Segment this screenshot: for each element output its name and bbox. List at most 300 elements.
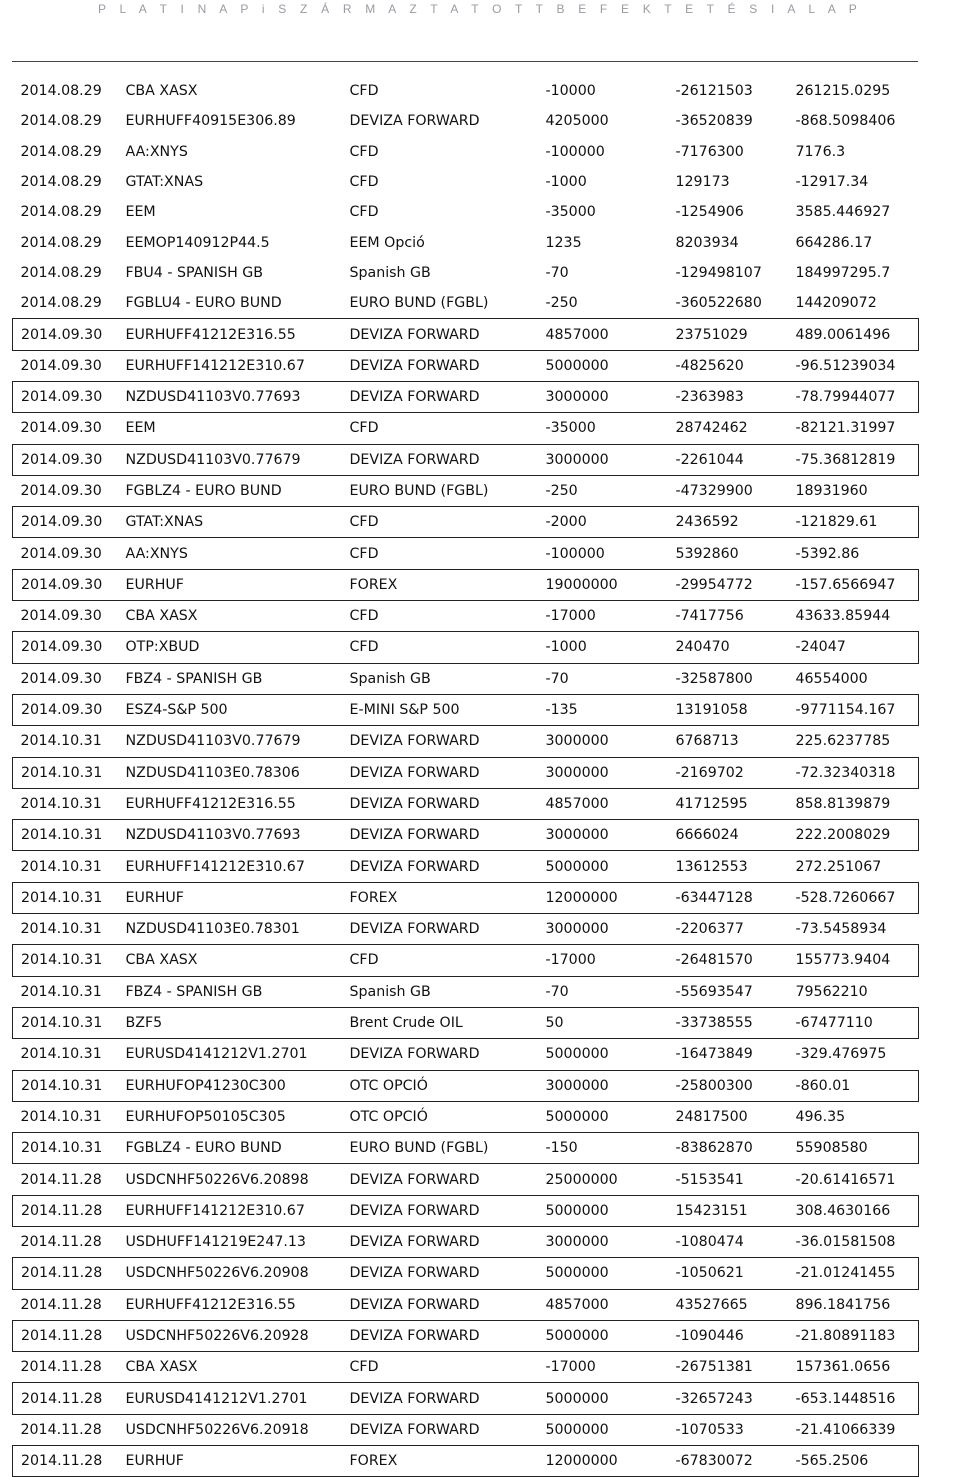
quantity-cell: 25000000 [545, 1171, 618, 1188]
instrument-cell: OTP:XBUD [118, 632, 342, 663]
price-cell: -157.6566947 [788, 569, 919, 600]
date-cell: 2014.08.29 [20, 113, 102, 130]
date-cell: 2014.11.28 [20, 1421, 102, 1438]
quantity-cell: 3000000 [538, 444, 668, 475]
table-row [13, 413, 919, 444]
instrument-cell: FBZ4 - SPANISH GB [125, 670, 263, 687]
table-row [13, 757, 919, 788]
price-cell: 261215.0295 [795, 83, 891, 100]
value-cell: -32587800 [675, 670, 753, 687]
quantity-cell: -70 [545, 264, 569, 281]
instrument-cell: EURHUFF41212E316.55 [125, 1296, 296, 1313]
type-cell: CFD [349, 420, 379, 437]
date-cell: 2014.10.31 [20, 983, 102, 1000]
type-cell: CFD [342, 632, 538, 663]
table-row [13, 569, 919, 600]
price-cell: 3585.446927 [795, 204, 891, 221]
price-cell: -9771154.167 [788, 694, 919, 725]
value-cell: -7417756 [675, 608, 744, 625]
value-cell: -32657243 [668, 1383, 788, 1414]
value-cell: 13612553 [675, 858, 748, 875]
value-cell: -67830072 [668, 1446, 788, 1477]
quantity-cell: -70 [545, 983, 569, 1000]
instrument-cell: EURHUFF141212E310.67 [125, 858, 305, 875]
table-row [13, 507, 919, 538]
type-cell: DEVIZA FORWARD [342, 1383, 538, 1414]
table-row [13, 106, 919, 136]
date-cell: 2014.09.30 [20, 545, 102, 562]
table-row [13, 1070, 919, 1101]
quantity-cell: 3000000 [538, 757, 668, 788]
type-cell: DEVIZA FORWARD [349, 1234, 480, 1251]
table-row [13, 258, 919, 288]
price-cell: 272.251067 [795, 858, 882, 875]
table-row [13, 1446, 919, 1477]
type-cell: FOREX [342, 882, 538, 913]
type-cell: DEVIZA FORWARD [342, 319, 538, 350]
table-row [13, 76, 919, 106]
date-cell: 2014.09.30 [13, 632, 118, 663]
instrument-cell: NZDUSD41103V0.77679 [125, 733, 301, 750]
price-cell: -36.01581508 [795, 1234, 896, 1251]
quantity-cell: 4857000 [545, 795, 609, 812]
value-cell: -1090446 [668, 1320, 788, 1351]
instrument-cell: EURHUFF41212E316.55 [125, 795, 296, 812]
table-row [13, 914, 919, 945]
instrument-cell: AA:XNYS [125, 143, 188, 160]
type-cell: CFD [342, 945, 538, 976]
type-cell: DEVIZA FORWARD [349, 1046, 480, 1063]
table-row [13, 851, 919, 882]
instrument-cell: USDHUFF141219E247.13 [125, 1234, 306, 1251]
price-cell: 664286.17 [795, 234, 873, 251]
price-cell: -868.5098406 [795, 113, 896, 130]
value-cell: 13191058 [668, 694, 788, 725]
table-row [13, 1133, 919, 1164]
price-cell: -12917.34 [795, 174, 869, 191]
instrument-cell: EURHUF [118, 882, 342, 913]
quantity-cell: 5000000 [538, 1258, 668, 1289]
date-cell: 2014.09.30 [20, 608, 102, 625]
value-cell: 240470 [668, 632, 788, 663]
date-cell: 2014.10.31 [13, 1007, 118, 1038]
type-cell: DEVIZA FORWARD [349, 1421, 480, 1438]
date-cell: 2014.11.28 [13, 1195, 118, 1226]
price-cell: -565.2506 [788, 1446, 919, 1477]
value-cell: -36520839 [675, 113, 753, 130]
transactions-table [12, 76, 919, 1477]
date-cell: 2014.10.31 [13, 820, 118, 851]
date-cell: 2014.11.28 [13, 1446, 118, 1477]
value-cell: 129173 [675, 174, 730, 191]
instrument-cell: EEM [125, 420, 156, 437]
table-row [13, 1289, 919, 1320]
date-cell: 2014.09.30 [13, 381, 118, 412]
date-cell: 2014.09.30 [20, 483, 102, 499]
value-cell: -129498107 [675, 264, 762, 281]
quantity-cell: 5000000 [538, 1195, 668, 1226]
price-cell: 496.35 [795, 1108, 846, 1125]
value-cell: 6666024 [668, 820, 788, 851]
price-cell: 858.8139879 [795, 795, 891, 812]
value-cell: 6768713 [675, 733, 739, 750]
value-cell: -1070533 [675, 1421, 744, 1438]
value-cell: -83862870 [668, 1133, 788, 1164]
quantity-cell: 4857000 [538, 319, 668, 350]
type-cell: DEVIZA FORWARD [342, 820, 538, 851]
type-cell: DEVIZA FORWARD [349, 357, 480, 374]
quantity-cell: 3000000 [538, 820, 668, 851]
price-cell: 43633.85944 [795, 608, 891, 625]
type-cell: CFD [349, 143, 379, 160]
quantity-cell: -250 [545, 483, 578, 499]
table-row [13, 319, 919, 350]
type-cell: Spanish GB [349, 670, 431, 687]
date-cell: 2014.09.30 [20, 670, 102, 687]
table-row [13, 1007, 919, 1038]
quantity-cell: -135 [538, 694, 668, 725]
table-row [13, 601, 919, 632]
instrument-cell: USDCNHF50226V6.20908 [118, 1258, 342, 1289]
value-cell: -63447128 [668, 882, 788, 913]
date-cell: 2014.11.28 [20, 1296, 102, 1313]
instrument-cell: EURHUFOP50105C305 [125, 1108, 286, 1125]
price-cell: 155773.9404 [788, 945, 919, 976]
type-cell: CFD [349, 545, 379, 562]
price-cell: 222.2008029 [788, 820, 919, 851]
value-cell: -16473849 [675, 1046, 753, 1063]
instrument-cell: EURHUFF141212E310.67 [118, 1195, 342, 1226]
table-row [13, 1226, 919, 1257]
price-cell: 46554000 [795, 670, 868, 687]
quantity-cell: 19000000 [538, 569, 668, 600]
table-row [13, 820, 919, 851]
value-cell: -4825620 [675, 357, 744, 374]
price-cell: -121829.61 [788, 507, 919, 538]
type-cell: DEVIZA FORWARD [342, 444, 538, 475]
type-cell: CFD [342, 507, 538, 538]
quantity-cell: -100000 [545, 143, 605, 160]
type-cell: DEVIZA FORWARD [342, 757, 538, 788]
price-cell: -653.1448516 [788, 1383, 919, 1414]
date-cell: 2014.10.31 [20, 733, 102, 750]
table-row [13, 788, 919, 819]
price-cell: 225.6237785 [795, 733, 891, 750]
date-cell: 2014.08.29 [20, 264, 102, 281]
page-header: P L A T I N A P i S Z Á R M A Z T A T O T T B E F E K T E T É S I A L A P [97, 2, 863, 16]
quantity-cell: -35000 [545, 420, 596, 437]
instrument-cell: AA:XNYS [125, 545, 188, 562]
type-cell: CFD [349, 83, 379, 100]
value-cell: -1254906 [675, 204, 744, 221]
quantity-cell: -2000 [538, 507, 668, 538]
price-cell: -82121.31997 [795, 420, 896, 437]
type-cell: DEVIZA FORWARD [349, 795, 480, 812]
type-cell: CFD [349, 204, 379, 221]
value-cell: -5153541 [675, 1171, 744, 1188]
instrument-cell: USDCNHF50226V6.20918 [125, 1421, 309, 1438]
type-cell: DEVIZA FORWARD [342, 1195, 538, 1226]
quantity-cell: 3000000 [545, 921, 609, 938]
quantity-cell: -1000 [538, 632, 668, 663]
type-cell: Brent Crude OIL [342, 1007, 538, 1038]
quantity-cell: -250 [545, 295, 578, 312]
table-row [13, 1164, 919, 1195]
quantity-cell: 5000000 [545, 1108, 609, 1125]
table-row [13, 444, 919, 475]
table-row [13, 475, 919, 506]
price-cell: -5392.86 [795, 545, 860, 562]
instrument-cell: CBA XASX [118, 945, 342, 976]
date-cell: 2014.08.29 [20, 83, 102, 100]
value-cell: -2206377 [675, 921, 744, 938]
type-cell: EURO BUND (FGBL) [349, 483, 489, 499]
price-cell: 55908580 [788, 1133, 919, 1164]
table-row [13, 726, 919, 757]
table-row [13, 945, 919, 976]
quantity-cell: -100000 [545, 545, 605, 562]
table-row [13, 227, 919, 257]
date-cell: 2014.08.29 [20, 204, 102, 221]
date-cell: 2014.10.31 [20, 795, 102, 812]
price-cell: -21.01241455 [788, 1258, 919, 1289]
instrument-cell: NZDUSD41103V0.77693 [118, 820, 342, 851]
price-cell: 308.4630166 [788, 1195, 919, 1226]
price-cell: -21.41066339 [795, 1421, 896, 1438]
date-cell: 2014.10.31 [20, 1046, 102, 1063]
quantity-cell: 12000000 [538, 882, 668, 913]
price-cell: -21.80891183 [788, 1320, 919, 1351]
price-cell: -20.61416571 [795, 1171, 896, 1188]
instrument-cell: EURUSD4141212V1.2701 [118, 1383, 342, 1414]
type-cell: DEVIZA FORWARD [349, 113, 480, 130]
transactions-table-body [13, 76, 919, 1477]
quantity-cell: 5000000 [545, 1046, 609, 1063]
type-cell: DEVIZA FORWARD [349, 733, 480, 750]
instrument-cell: FBZ4 - SPANISH GB [125, 983, 263, 1000]
type-cell: DEVIZA FORWARD [349, 858, 480, 875]
instrument-cell: EEM [125, 204, 156, 221]
type-cell: CFD [349, 174, 379, 191]
quantity-cell: 3000000 [538, 381, 668, 412]
quantity-cell: 3000000 [545, 733, 609, 750]
table-row [13, 197, 919, 227]
value-cell: 5392860 [675, 545, 739, 562]
value-cell: -26121503 [675, 83, 753, 100]
instrument-cell: USDCNHF50226V6.20928 [118, 1320, 342, 1351]
type-cell: FOREX [342, 1446, 538, 1477]
price-cell: -329.476975 [795, 1046, 887, 1063]
price-cell: 79562210 [795, 983, 868, 1000]
value-cell: 28742462 [675, 420, 748, 437]
quantity-cell: -17000 [545, 608, 596, 625]
instrument-cell: EURUSD4141212V1.2701 [125, 1046, 308, 1063]
value-cell: -26481570 [668, 945, 788, 976]
price-cell: -860.01 [788, 1070, 919, 1101]
quantity-cell: 5000000 [538, 1383, 668, 1414]
price-cell: 157361.0656 [795, 1359, 891, 1376]
table-row [13, 976, 919, 1007]
instrument-cell: CBA XASX [125, 83, 198, 100]
value-cell: 23751029 [668, 319, 788, 350]
date-cell: 2014.10.31 [20, 921, 102, 938]
type-cell: EEM Opció [349, 234, 425, 251]
type-cell: DEVIZA FORWARD [349, 921, 480, 938]
table-row [13, 137, 919, 167]
type-cell: EURO BUND (FGBL) [342, 1133, 538, 1164]
value-cell: 24817500 [675, 1108, 748, 1125]
price-cell: 489.0061496 [788, 319, 919, 350]
price-cell: 184997295.7 [795, 264, 891, 281]
date-cell: 2014.11.28 [13, 1383, 118, 1414]
value-cell: -47329900 [675, 483, 753, 499]
value-cell: 8203934 [675, 234, 739, 251]
value-cell: -360522680 [675, 295, 762, 312]
instrument-cell: GTAT:XNAS [125, 174, 204, 191]
date-cell: 2014.10.31 [13, 1133, 118, 1164]
value-cell: 2436592 [668, 507, 788, 538]
value-cell: -2261044 [668, 444, 788, 475]
table-row [13, 694, 919, 725]
type-cell: OTC OPCIÓ [342, 1070, 538, 1101]
price-cell: -78.79944077 [788, 381, 919, 412]
date-cell: 2014.11.28 [13, 1320, 118, 1351]
date-cell: 2014.10.31 [13, 945, 118, 976]
value-cell: -2169702 [668, 757, 788, 788]
date-cell: 2014.09.30 [20, 357, 102, 374]
table-row [13, 1414, 919, 1445]
type-cell: Spanish GB [349, 264, 431, 281]
quantity-cell: -17000 [545, 1359, 596, 1376]
quantity-cell: -10000 [545, 83, 596, 100]
type-cell: DEVIZA FORWARD [342, 1320, 538, 1351]
quantity-cell: 50 [538, 1007, 668, 1038]
date-cell: 2014.09.30 [13, 319, 118, 350]
value-cell: 43527665 [675, 1296, 748, 1313]
value-cell: -25800300 [668, 1070, 788, 1101]
price-cell: 144209072 [795, 295, 877, 312]
table-row [13, 1039, 919, 1070]
quantity-cell: 4205000 [545, 113, 609, 130]
type-cell: FOREX [342, 569, 538, 600]
table-row [13, 1320, 919, 1351]
instrument-cell: NZDUSD41103V0.77679 [118, 444, 342, 475]
quantity-cell: 3000000 [545, 1234, 609, 1251]
instrument-cell: FGBLU4 - EURO BUND [125, 295, 282, 312]
instrument-cell: CBA XASX [125, 608, 198, 625]
date-cell: 2014.11.28 [13, 1258, 118, 1289]
quantity-cell: 5000000 [538, 1320, 668, 1351]
price-cell: -73.5458934 [795, 921, 887, 938]
type-cell: DEVIZA FORWARD [342, 381, 538, 412]
instrument-cell: EURHUFF141212E310.67 [125, 357, 305, 374]
date-cell: 2014.09.30 [13, 444, 118, 475]
date-cell: 2014.11.28 [20, 1171, 102, 1188]
type-cell: E-MINI S&P 500 [342, 694, 538, 725]
price-cell: -75.36812819 [788, 444, 919, 475]
value-cell: -29954772 [668, 569, 788, 600]
quantity-cell: -17000 [538, 945, 668, 976]
instrument-cell: FBU4 - SPANISH GB [125, 264, 264, 281]
quantity-cell: 12000000 [538, 1446, 668, 1477]
type-cell: Spanish GB [349, 983, 431, 1000]
quantity-cell: 4857000 [545, 1296, 609, 1313]
value-cell: -33738555 [668, 1007, 788, 1038]
table-row [13, 1195, 919, 1226]
type-cell: DEVIZA FORWARD [349, 1296, 480, 1313]
date-cell: 2014.08.29 [20, 174, 102, 191]
type-cell: OTC OPCIÓ [349, 1108, 428, 1125]
table-row [13, 538, 919, 569]
date-cell: 2014.09.30 [13, 507, 118, 538]
type-cell: EURO BUND (FGBL) [349, 295, 489, 312]
value-cell: -1050621 [668, 1258, 788, 1289]
table-row [13, 1258, 919, 1289]
type-cell: DEVIZA FORWARD [349, 1171, 480, 1188]
date-cell: 2014.10.31 [13, 882, 118, 913]
price-cell: -24047 [788, 632, 919, 663]
instrument-cell: FGBLZ4 - EURO BUND [125, 483, 282, 499]
instrument-cell: EEMOP140912P44.5 [125, 234, 270, 251]
quantity-cell: 5000000 [545, 1421, 609, 1438]
quantity-cell: -70 [545, 670, 569, 687]
date-cell: 2014.10.31 [13, 757, 118, 788]
quantity-cell: 1235 [545, 234, 582, 251]
instrument-cell: BZF5 [118, 1007, 342, 1038]
quantity-cell: -35000 [545, 204, 596, 221]
quantity-cell: 3000000 [538, 1070, 668, 1101]
instrument-cell: EURHUFOP41230C300 [118, 1070, 342, 1101]
table-row [13, 632, 919, 663]
instrument-cell: CBA XASX [125, 1359, 198, 1376]
date-cell: 2014.10.31 [20, 858, 102, 875]
date-cell: 2014.09.30 [13, 694, 118, 725]
value-cell: 15423151 [668, 1195, 788, 1226]
price-cell: 896.1841756 [795, 1296, 891, 1313]
quantity-cell: 5000000 [545, 357, 609, 374]
instrument-cell: NZDUSD41103V0.77693 [118, 381, 342, 412]
table-row [13, 1352, 919, 1383]
header-rule [12, 61, 918, 62]
date-cell: 2014.08.29 [20, 143, 102, 160]
instrument-cell: FGBLZ4 - EURO BUND [118, 1133, 342, 1164]
instrument-cell: USDCNHF50226V6.20898 [125, 1171, 309, 1188]
table-row [13, 167, 919, 197]
date-cell: 2014.08.29 [20, 295, 102, 312]
instrument-cell: EURHUFF41212E316.55 [118, 319, 342, 350]
value-cell: -1080474 [675, 1234, 744, 1251]
quantity-cell: -1000 [545, 174, 587, 191]
table-row [13, 663, 919, 694]
instrument-cell: GTAT:XNAS [118, 507, 342, 538]
price-cell: -528.7260667 [788, 882, 919, 913]
type-cell: CFD [349, 1359, 379, 1376]
instrument-cell: EURHUF [118, 569, 342, 600]
instrument-cell: EURHUF [118, 1446, 342, 1477]
table-row [13, 1383, 919, 1414]
price-cell: -72.32340318 [788, 757, 919, 788]
date-cell: 2014.11.28 [20, 1234, 102, 1251]
quantity-cell: 5000000 [545, 858, 609, 875]
date-cell: 2014.11.28 [20, 1359, 102, 1376]
type-cell: DEVIZA FORWARD [342, 1258, 538, 1289]
price-cell: 7176.3 [795, 143, 846, 160]
value-cell: -26751381 [675, 1359, 753, 1376]
date-cell: 2014.08.29 [20, 234, 102, 251]
date-cell: 2014.09.30 [13, 569, 118, 600]
instrument-cell: ESZ4-S&P 500 [118, 694, 342, 725]
value-cell: 41712595 [675, 795, 748, 812]
